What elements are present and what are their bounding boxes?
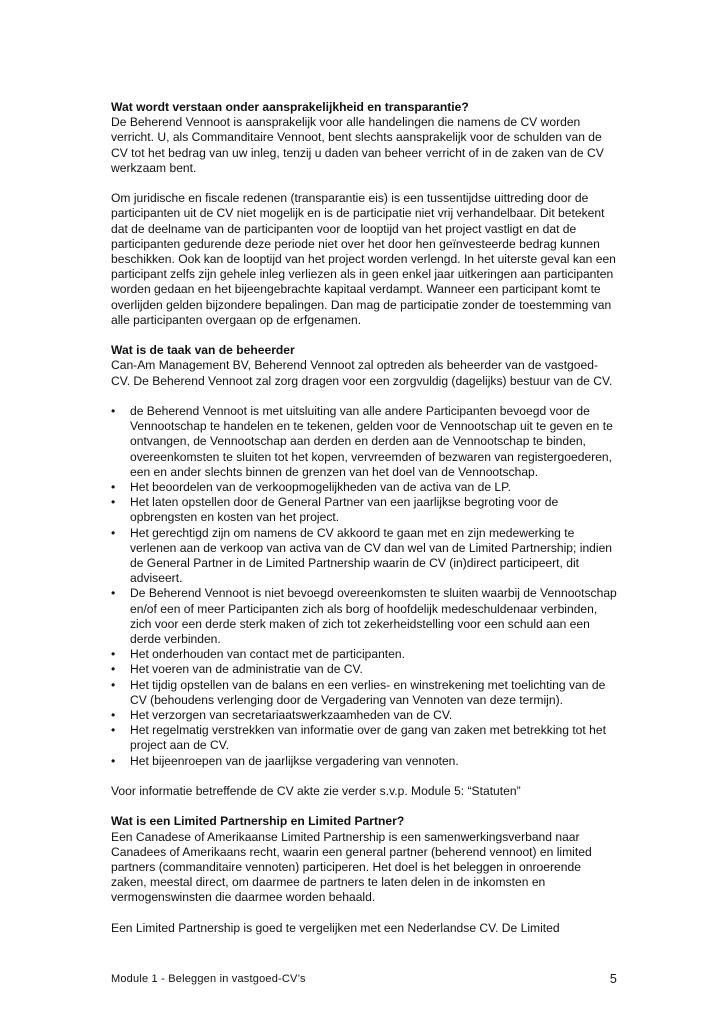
list-item: • Het beoordelen van de verkoopmogelijkheden van de activa van de LP. xyxy=(111,480,511,495)
manager-duties-list xyxy=(111,404,617,769)
statuten-reference-note: Voor informatie betreffende de CV akte zie verder s.v.p. Module 5: “Statuten” xyxy=(111,784,521,799)
list-item: • Het regelmatig verstrekken van informatie over de gang van zaken met betrekking tot het project aan de CV. xyxy=(111,723,606,753)
list-item: • De Beherend Vennoot is niet bevoegd overeenkomsten te sluiten waarbij de Vennootschap en/of een of meer Participanten zich als borg of hoofdelijk medeschuldenaar verbinden, zich voor een derde sterk maken of zich tot zekerheidstelling voor een schuld aan een derde verbinden. xyxy=(111,586,617,647)
bullet-icon: • xyxy=(111,662,116,677)
page-footer xyxy=(111,972,617,986)
list-item: • Het gerechtigd zijn om namens de CV akkoord te gaan met en zijn medewerking te verlenen aan de verkoop van activa van de CV dan wel van de Limited Partnership; indien de General Partner in de Limited Partnership waarin de CV (in)direct participeert, dit adviseert. xyxy=(111,525,613,586)
list-item: • Het onderhouden van contact met de participanten. xyxy=(111,647,405,662)
section-heading-liability: Wat wordt verstaan onder aansprakelijkheid en transparantie? xyxy=(111,100,469,114)
paragraph-manager: Can-Am Management BV, Beherend Vennoot zal optreden als beheerder van de vastgoed-CV. De Beherend Vennoot zal zorg dragen voor een zorgvuldig (dagelijks) bestuur van de CV. xyxy=(111,358,613,388)
bullet-icon: • xyxy=(111,723,116,738)
list-item: • Het laten opstellen door de General Partner van een jaarlijkse begroting voor de opbrengsten en kosten van het project. xyxy=(111,495,559,525)
section-heading-limited-partnership: Wat is een Limited Partnership en Limited Partner? xyxy=(111,814,405,829)
paragraph-limited-partnership-comparison: Een Limited Partnership is goed te vergelijken met een Nederlandse CV. De Limited xyxy=(111,920,560,935)
bullet-icon: • xyxy=(111,480,116,495)
bullet-icon: • xyxy=(111,647,116,662)
list-item: • de Beherend Vennoot is met uitsluiting van alle andere Participanten bevoegd voor de Vennootschap te handelen en te tekenen, gelden voor de Vennootschap uit te geven en te ontvangen, de Vennootschap aan derden en derden aan de Vennootschap te binden, overeenkomsten te sluiten tot het kopen, vervreemden of bezwaren van registergoederen, een en ander slechts binnen de grenzen van het doel van de Vennootschap. xyxy=(111,404,613,479)
section-heading-manager-task: Wat is de taak van de beheerder xyxy=(111,343,295,358)
paragraph-transparency: Om juridische en fiscale redenen (transparantie eis) is een tussentijdse uittreding door de participanten uit de CV niet mogelijk en is de participatie niet vrij verhandelbaar. Dit betekent dat de deelname van de participanten voor de looptijd van het project vastligt en dat de participanten gedurende deze periode niet over het door hen geïnvesteerde bedrag kunnen beschikken. Ook kan de looptijd van het project worden verlengd. In het uiterste geval kan een participant zelfs zijn gehele inleg verliezen als in geen enkel jaar uitkeringen aan participanten worden gedaan en het bijeengebrachte kapitaal verdampt. Wanneer een participant komt te overlijden gelden bijzondere bepalingen. Dan mag de participatie zonder de toestemming van alle participanten overgaan op de erfgenamen. xyxy=(111,191,616,327)
bullet-icon: • xyxy=(111,677,116,692)
bullet-icon: • xyxy=(111,404,116,419)
list-item: • Het voeren van de administratie van de CV. xyxy=(111,662,363,677)
bullet-icon: • xyxy=(111,525,116,540)
list-item: • Het tijdig opstellen van de balans en een verlies- en winstrekening met toelichting van de CV (behoudens verlenging door de Vergadering van Vennoten van deze termijn). xyxy=(111,677,606,707)
paragraph-limited-partnership: Een Canadese of Amerikaanse Limited Partnership is een samenwerkingsverband naar Canadees of Amerikaans recht, waarin een general partner (beherend vennoot) en limited partners (commanditaire vennoten) participeren. Het doel is het beleggen in onroerende zaken, meestal direct, om daarmee de partners te laten delen in de inkomsten en vermogenswinsten die daarmee worden behaald. xyxy=(111,829,592,905)
bullet-icon: • xyxy=(111,495,116,510)
bullet-icon: • xyxy=(111,586,116,601)
paragraph-liability: De Beherend Vennoot is aansprakelijk voor alle handelingen die namens de CV worden verricht. U, als Commanditaire Vennoot, bent slechts aansprakelijk voor de schulden van de CV tot het bedrag van uw inleg, tenzij u daden van beheer verricht of in de zaken van de CV werkzaam bent. xyxy=(111,115,604,175)
bullet-icon: • xyxy=(111,708,116,723)
page-number: 5 xyxy=(609,972,617,986)
footer-module-label: Module 1 - Beleggen in vastgoed-CV’s xyxy=(111,973,306,985)
list-item: • Het bijeenroepen van de jaarlijkse vergadering van vennoten. xyxy=(111,753,459,768)
bullet-icon: • xyxy=(111,753,116,768)
document-body xyxy=(111,100,617,936)
list-item: • Het verzorgen van secretariaatswerkzaamheden van de CV. xyxy=(111,708,453,723)
